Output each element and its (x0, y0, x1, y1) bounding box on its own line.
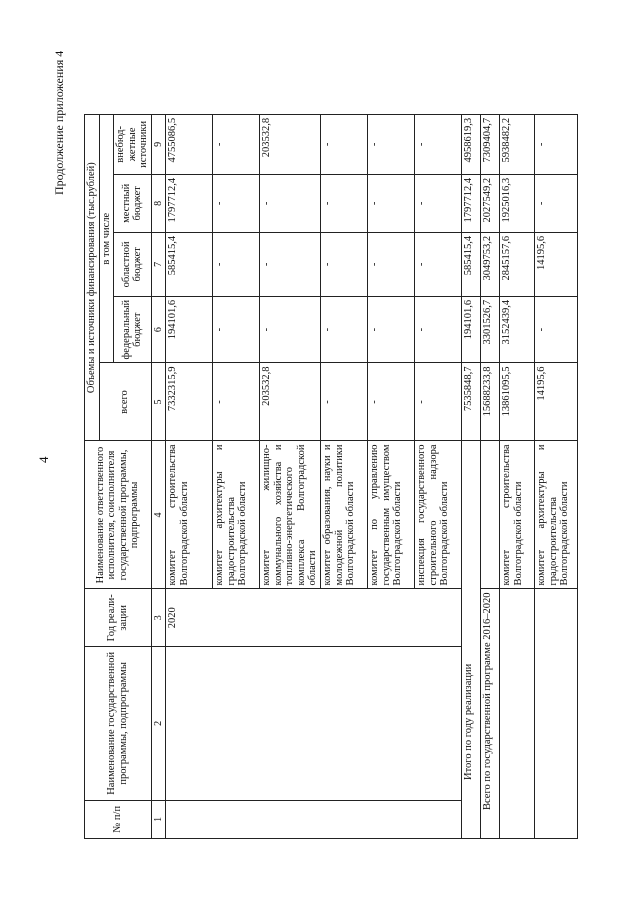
local-cell: - (368, 174, 415, 232)
extra-cell: - (415, 114, 462, 174)
header-row-1 (85, 114, 100, 838)
total-cell: 7332315,9 (166, 363, 213, 441)
col-number: 8 (151, 174, 166, 232)
total-year-label: Итого по году реализации (462, 441, 481, 839)
federal-cell: - (535, 296, 578, 363)
page-number: 4 (36, 456, 51, 463)
total-cell: 15688233,8 (481, 363, 500, 441)
local-cell: - (213, 174, 260, 232)
col-number: 4 (151, 441, 166, 589)
header-num: № п/п (85, 800, 152, 838)
total-cell: - (321, 363, 368, 441)
extra-cell: 203532,8 (260, 114, 321, 174)
regional-cell: - (321, 232, 368, 296)
extra-cell: - (213, 114, 260, 174)
total-cell: - (415, 363, 462, 441)
extra-cell: - (368, 114, 415, 174)
financing-table (84, 114, 578, 839)
col-number: 7 (151, 232, 166, 296)
col-number: 6 (151, 296, 166, 363)
col-number: 2 (151, 647, 166, 801)
col-number: 5 (151, 363, 166, 441)
federal-cell: - (260, 296, 321, 363)
header-including: в том числе (99, 114, 114, 363)
total-cell: - (213, 363, 260, 441)
total-program-label: Всего по государственной программе (482, 642, 493, 810)
federal-cell: - (368, 296, 415, 363)
local-cell: - (260, 174, 321, 232)
total-year-row (462, 114, 481, 838)
regional-cell: 14195,6 (535, 232, 578, 296)
header-financing-group: Объемы и источники финансирования (тыс.рублей) (85, 114, 100, 441)
federal-cell: - (321, 296, 368, 363)
table-row (166, 114, 213, 838)
executor-cell: инспекция государственного строительного надзора Волгоградской области (415, 441, 462, 589)
extra-cell: 7309404,7 (481, 114, 500, 174)
federal-cell: 194101,6 (462, 296, 481, 363)
table-row (535, 114, 578, 838)
federal-cell: 3301526,7 (481, 296, 500, 363)
regional-cell: - (415, 232, 462, 296)
regional-cell: 2845157,6 (500, 232, 535, 296)
header-federal: федеральный бюджет (114, 296, 152, 363)
col-number: 1 (151, 800, 166, 838)
header-extra: внебюд-жетные источники (114, 114, 152, 174)
extra-cell: 5938482,2 (500, 114, 535, 174)
regional-cell: - (213, 232, 260, 296)
appendix-label: Продолжение приложения 4 (52, 50, 66, 195)
table-row (500, 114, 535, 838)
header-program: Наименование государственной программы, подпрограммы (85, 647, 152, 801)
header-regional: областной бюджет (114, 232, 152, 296)
executor-cell: комитет архитектуры и градостроительства Волгоградской области (535, 441, 578, 589)
extra-cell: - (535, 114, 578, 174)
year-cell: 2020 (166, 589, 462, 647)
local-cell: 2027549,2 (481, 174, 500, 232)
executor-cell: комитет строительства Волгоградской области (500, 441, 535, 589)
total-cell: - (368, 363, 415, 441)
extra-cell: - (321, 114, 368, 174)
col-number: 9 (151, 114, 166, 174)
total-cell: 203532,8 (260, 363, 321, 441)
federal-cell: - (415, 296, 462, 363)
local-cell: - (535, 174, 578, 232)
header-year: Год реали-зации (85, 589, 152, 647)
total-cell: 13861095,5 (500, 363, 535, 441)
header-number-row (151, 114, 166, 838)
local-cell: - (415, 174, 462, 232)
total-cell: 7535848,7 (462, 363, 481, 441)
local-cell: 1925016,3 (500, 174, 535, 232)
regional-cell: 3049753,2 (481, 232, 500, 296)
local-cell: - (321, 174, 368, 232)
executor-cell: комитет строительства Волгоградской области (166, 441, 213, 589)
executor-cell: комитет образования, науки и молодежной политики Волгоградской области (321, 441, 368, 589)
header-local: местный бюджет (114, 174, 152, 232)
federal-cell: 194101,6 (166, 296, 213, 363)
federal-cell: - (213, 296, 260, 363)
total-program-row (481, 114, 500, 838)
regional-cell: - (368, 232, 415, 296)
regional-cell: 585415,4 (166, 232, 213, 296)
extra-cell: 4958619,3 (462, 114, 481, 174)
header-total: всего (99, 363, 151, 441)
regional-cell: 585415,4 (462, 232, 481, 296)
total-program-years: 2016–2020 (482, 592, 493, 640)
executor-cell: комитет архитектуры и градостроительства Волгоградской области (213, 441, 260, 589)
executor-cell: комитет жилищно-коммунального хозяйства и топливно-энергетического комплекса Волгоградской области (260, 441, 321, 589)
regional-cell: - (260, 232, 321, 296)
local-cell: 1797712,4 (166, 174, 213, 232)
header-executor: Наименование ответственного исполнителя, соисполнителя государственной программы, подпрограммы (85, 441, 152, 589)
federal-cell: 3152439,4 (500, 296, 535, 363)
extra-cell: 4755086,5 (166, 114, 213, 174)
executor-cell: комитет по управлению государственным имуществом Волгоградской области (368, 441, 415, 589)
local-cell: 1797712,4 (462, 174, 481, 232)
col-number: 3 (151, 589, 166, 647)
total-cell: 14195,6 (535, 363, 578, 441)
